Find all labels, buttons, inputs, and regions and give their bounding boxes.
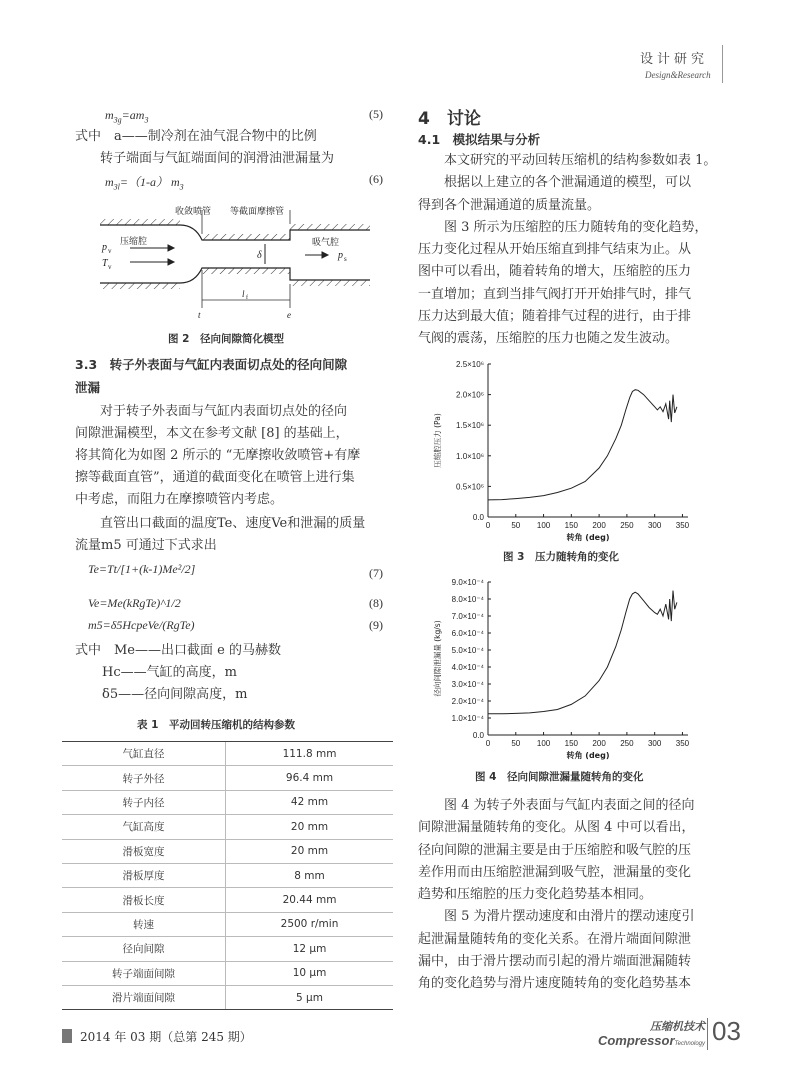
x-tick-label: 150 [564,739,579,748]
y-tick-label: 3.0×10⁻⁴ [451,680,484,689]
param-value: 20.44 mm [226,888,394,912]
text-line: 压力变化过程从开始压缩直到排气结束为止。从 [418,242,692,258]
para34-line1: 直管出口截面的温度Te、速度Ve和泄漏的质量 [100,516,366,531]
param-name: 转子端面间隙 [62,961,226,985]
text-line: 间隙泄漏量随转角的变化。从图 4 中可以看出， [418,820,695,836]
text-line: 图 5 为滑片摆动速度和由滑片的摆动速度引 [444,909,695,925]
param-value: 2500 r/min [226,912,394,936]
table-row [62,839,393,863]
text-line: 得到各个泄漏通道的质量流量。 [418,197,601,213]
param-value: 42 mm [226,790,394,814]
page-number: 03 [712,1016,741,1046]
para33-line2: 间隙泄漏模型，本文在参考文献 [8] 的基础上， [75,426,349,441]
section-4-1-title: 4.1 模拟结果与分析 [418,132,541,147]
table-row [62,961,393,985]
x-tick-label: 50 [511,521,521,530]
para33-line1: 对于转子外表面与气缸内表面切点处的径向 [100,404,348,419]
text-line: 气阀的震荡，压缩腔的压力也随之发生波动。 [418,331,679,347]
section-4-title: 4 讨论 [418,109,481,129]
table-row [62,863,393,887]
x-tick-label: 250 [620,521,634,530]
x-tick-label: 100 [536,521,551,530]
table-row [62,766,393,790]
equation-8: Ve=Me(kRgTe)^1/2 [88,596,181,610]
param-value: 8 mm [226,863,394,887]
section-3-3-title-line1: 3.3 转子外表面与气缸内表面切点处的径向间隙 [75,357,348,372]
label-pv: p [102,242,107,253]
label-t: t [198,310,201,320]
text-line: 图 3 所示为压缩腔的压力随转角的变化趋势， [444,219,708,235]
y-tick-label: 9.0×10⁻⁴ [451,578,484,587]
x-tick-label: 0 [485,739,491,748]
section-3-3-title-line2: 泄漏 [75,380,101,395]
table-row [62,815,393,839]
figure-4-chart [418,570,718,760]
text-line: 根据以上建立的各个泄漏通道的模型，可以 [444,175,692,191]
x-tick-label: 200 [592,739,606,748]
where-me: 式中 Me——出口截面 e 的马赫数 [75,643,281,658]
para34-line2: 流量m5 可通过下式求出 [75,538,217,553]
x-tick-label: 0 [485,521,491,530]
svg-text:v: v [108,263,112,271]
table-row [62,790,393,814]
param-value: 10 μm [226,961,394,985]
figure-2-diagram [90,200,380,320]
param-value: 5 μm [226,985,394,1009]
y-tick-label: 2.0×10⁶ [456,390,484,400]
param-name: 气缸高度 [62,815,226,839]
x-tick-label: 350 [675,521,690,530]
x-tick-label: 200 [592,521,606,530]
text-line: 一直增加；直到当排气阀打开开始排气时，排气 [418,286,692,302]
footer-marker [62,1029,72,1043]
equation-8-number: (8) [369,596,383,610]
section-4-1-body [418,150,738,351]
param-name: 滑板长度 [62,888,226,912]
equation-6: $m_{3l}=(1-a)$ $m_3$ [105,175,184,192]
table-row [62,742,393,766]
x-axis-label: 转角 (deg) [566,533,610,542]
param-name: 转子外径 [62,766,226,790]
figure-4-discussion [418,795,738,996]
table-row [62,937,393,961]
para33-line3: 将其简化为如图 2 所示的 “无摩擦收敛喷管+有摩 [75,448,361,463]
label-delta: δ [257,250,262,261]
text-line: 差作用而由压缩腔泄漏到吸气腔，泄漏量的变化 [418,864,692,880]
param-name: 转速 [62,912,226,936]
param-value: 12 μm [226,937,394,961]
header-subtitle: Design&Research [645,70,711,80]
text-line: 起泄漏量随转角的变化关系。在滑片端面间隙泄 [418,931,692,947]
equation-5-number: (5) [369,107,383,121]
series-line [488,390,677,500]
y-tick-label: 2.5×10⁶ [456,360,484,369]
svg-text:f: f [246,295,248,301]
label-tv: T [102,258,108,269]
y-tick-label: 4.0×10⁻⁴ [451,663,484,672]
footer-divider [707,1018,708,1050]
param-name: 径向间隙 [62,937,226,961]
y-tick-label: 2.0×10⁻⁴ [451,697,484,706]
figure-3-caption: 图 3 压力随转角的变化 [503,551,619,563]
label-e: e [287,310,291,320]
figure-4-caption: 图 4 径向间隙泄漏量随转角的变化 [475,771,644,783]
y-tick-label: 5.0×10⁻⁴ [451,646,484,655]
y-axis-label: 径向间隙泄漏量 (kg/s) [433,620,442,697]
x-axis-label: 转角 (deg) [566,751,610,760]
y-tick-label: 7.0×10⁻⁴ [451,612,484,621]
equation-6-number: (6) [369,172,383,186]
table-row [62,912,393,936]
header-title: 设计研究 [640,52,709,67]
param-name: 滑板宽度 [62,839,226,863]
equation-9: m5=δ5HcpeVe/(RgTe) [88,618,195,632]
text-line: 漏中，由于滑片摆动而引起的滑片端面泄漏随转 [418,954,692,970]
x-tick-label: 300 [647,739,662,748]
table-row [62,985,393,1009]
y-tick-label: 0.0 [472,513,484,522]
label-lf: l [242,289,245,299]
footer-issue: 2014 年 03 期（总第 245 期） [80,1030,252,1044]
where-hc: Hc——气缸的高度，m [102,665,237,680]
x-tick-label: 50 [511,739,521,748]
x-tick-label: 250 [620,739,634,748]
param-value: 111.8 mm [226,742,394,766]
text-line: 本文研究的平动回转压缩机的结构参数如表 1。 [444,153,717,168]
figure-2-caption: 图 2 径向间隙简化模型 [168,333,284,345]
header-divider [722,45,723,83]
para33-line5: 中考虑，而阻力在摩擦喷管内考虑。 [75,492,284,507]
y-axis-label: 压缩腔压力 (Pa) [433,413,442,468]
x-tick-label: 150 [564,521,579,530]
param-name: 滑片端面间隙 [62,985,226,1009]
svg-text:s: s [344,255,347,263]
text-line: 角的变化趋势与滑片速度随转角的变化趋势基本 [418,976,692,992]
param-name: 转子内径 [62,790,226,814]
y-tick-label: 6.0×10⁻⁴ [451,629,484,638]
param-value: 20 mm [226,839,394,863]
equation-9-number: (9) [369,618,383,632]
param-value: 20 mm [226,815,394,839]
param-name: 气缸直径 [62,742,226,766]
x-tick-label: 350 [675,739,690,748]
label-pipe: 等截面摩擦管 [230,207,285,217]
param-name: 滑板厚度 [62,863,226,887]
x-tick-label: 100 [536,739,551,748]
label-compression-chamber: 压缩腔 [120,237,148,247]
y-tick-label: 1.5×10⁶ [456,421,484,431]
y-tick-label: 8.0×10⁻⁴ [451,595,484,604]
text-line: 压力达到最大值；随着排气过程的进行，由于排 [418,309,692,325]
series-line [488,591,677,714]
paragraph-oil-leak: 转子端面与气缸端面间的润滑油泄漏量为 [100,151,335,166]
text-line: 径向间隙的泄漏主要是由于压缩腔和吸气腔的压 [418,842,692,858]
equation-5: $m_{3g}=am_3$ [105,108,149,125]
svg-text:v: v [108,247,112,255]
table-1-caption: 表 1 平动回转压缩机的结构参数 [137,719,295,731]
equation-7: Te=Tt/[1+(k-1)Me²/2] [88,562,196,576]
y-tick-label: 1.0×10⁻⁴ [451,714,484,723]
param-value: 96.4 mm [226,766,394,790]
table-row [62,888,393,912]
figure-3-chart [418,352,718,542]
text-line: 图 4 为转子外表面与气缸内表面之间的径向 [444,798,695,813]
label-nozzle: 收敛喷管 [175,207,212,217]
where-delta5: δ5——径向间隙高度，m [102,687,248,702]
where-a: 式中 a——制冷剂在油气混合物中的比例 [75,129,317,144]
para33-line4: 擦等截面直管”，通道的截面变化在喷管上进行集 [75,470,355,485]
parameters-table [62,741,393,1010]
label-suction-chamber: 吸气腔 [312,238,340,248]
text-line: 图中可以看出，随着转角的增大，压缩腔的压力 [418,264,692,280]
journal-logo: 压缩机技术 CompressorTechnology [597,1020,705,1048]
y-tick-label: 1.0×10⁶ [456,451,484,461]
y-tick-label: 0.5×10⁶ [456,482,484,492]
y-tick-label: 0.0 [472,731,484,740]
text-line: 趋势和压缩腔的压力变化趋势基本相同。 [418,887,653,903]
x-tick-label: 300 [647,521,662,530]
label-ps: p [338,250,343,261]
equation-7-number: (7) [369,566,383,580]
